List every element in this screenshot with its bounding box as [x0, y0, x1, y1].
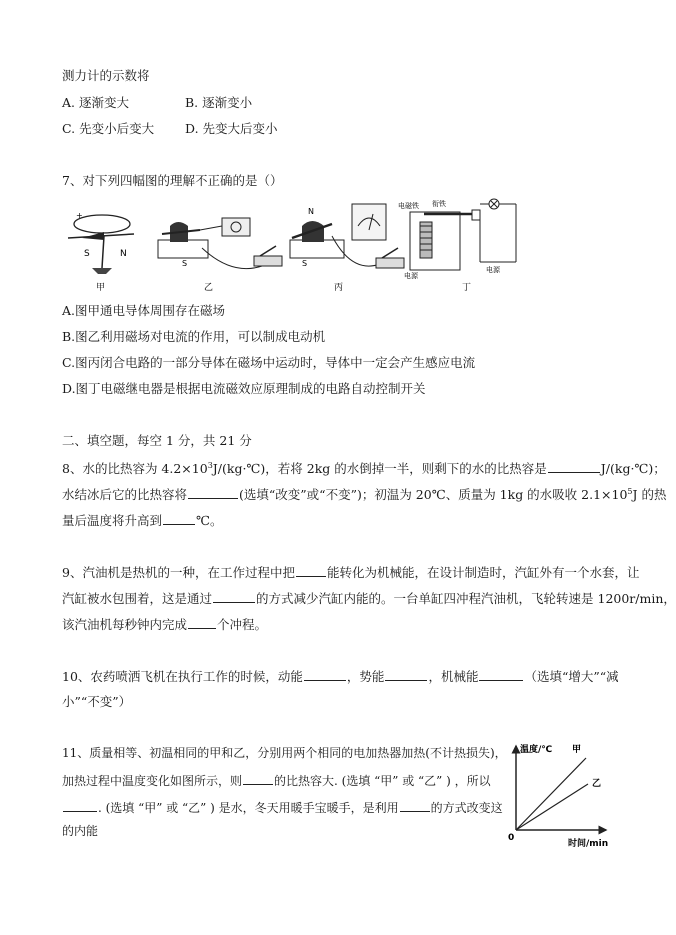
yi-s-label: S	[182, 259, 188, 268]
ding-power-label-2: 电源	[486, 266, 500, 274]
q9-text-3b: 个冲程。	[217, 617, 268, 632]
q7-stem: 7、对下列四幅图的理解不正确的是（）	[62, 173, 283, 188]
graph-line-jia	[516, 758, 586, 830]
jia-s-label: S	[84, 249, 90, 259]
q8-exp-3: 3	[207, 460, 213, 470]
q8-blank-1[interactable]	[548, 460, 600, 473]
q7-option-b: B.图乙利用磁场对电流的作用，可以制成电动机	[62, 329, 326, 344]
q8-text-3a: 量后温度将升高到	[62, 513, 163, 528]
q8-text-2b: (选填“改变”或“不变”)；初温为 20℃、质量为 1kg 的水吸收 2.1×10	[239, 487, 628, 502]
q9-blank-2[interactable]	[213, 590, 255, 603]
ding-armature-label: 衔铁	[432, 200, 446, 208]
q6-option-c: C. 先变小后变大	[62, 121, 155, 136]
q9-text-1a: 9、汽油机是热机的一种，在工作过程中把	[62, 565, 295, 580]
q9-blank-3[interactable]	[188, 616, 216, 629]
q6-stem-tail: 测力计的示数将	[62, 68, 150, 83]
q11-blank-3[interactable]	[400, 799, 430, 812]
graph-y-label: 温度/℃	[520, 745, 553, 755]
graph-line-jia-label: 甲	[572, 745, 582, 755]
q8-blank-2[interactable]	[188, 486, 238, 499]
q11-text-3b: 的方式改变这	[430, 801, 503, 815]
jia-n-label: N	[120, 249, 127, 259]
q9-line-1	[62, 564, 639, 581]
q6-option-b: B. 逐渐变小	[185, 95, 253, 110]
q10-line-2: 小”“不变”）	[62, 694, 132, 709]
q8-line-2	[62, 486, 667, 503]
figure-ding	[398, 199, 516, 293]
graph-x-label: 时间/min	[568, 839, 609, 849]
figure-yi	[158, 218, 282, 293]
figure-jia	[68, 211, 134, 293]
ding-power-label-1: 电源	[404, 272, 418, 280]
q9-line-3	[62, 616, 267, 633]
q10-blank-3[interactable]	[479, 668, 523, 681]
q9-blank-1[interactable]	[296, 564, 326, 577]
q10-blank-2[interactable]	[385, 668, 427, 681]
q11-line-3	[62, 799, 503, 816]
graph-line-yi-label: 乙	[592, 779, 602, 789]
bing-s-label: S	[302, 259, 308, 268]
bing-caption: 丙	[334, 283, 344, 293]
svg-text:N: N	[308, 207, 314, 216]
q10-text-1c: ，机械能	[428, 669, 479, 684]
q9-text-2a: 汽缸被水包围着，这是通过	[62, 591, 213, 606]
svg-text:+: +	[76, 211, 83, 220]
q9-text-2b: 的方式减少汽缸内能的。一台单缸四冲程汽油机，飞轮转速是 1200r/min，	[256, 591, 676, 606]
q8-text-1c: J/(kg·℃)；	[600, 461, 666, 476]
graph-origin-label: 0	[508, 833, 515, 843]
q11-blank-1[interactable]	[243, 772, 273, 785]
q8-blank-3[interactable]	[163, 512, 195, 525]
graph-line-yi	[516, 784, 588, 830]
q8-exp-5: 5	[627, 486, 633, 496]
section2-title: 二、填空题，每空 1 分，共 21 分	[62, 433, 252, 448]
q10-blank-1[interactable]	[304, 668, 346, 681]
q8-line-1	[62, 460, 666, 477]
q9-text-1b: 能转化为机械能，在设计制造时，汽缸外有一个水套，让	[326, 565, 640, 580]
q6-option-d: D. 先变大后变小	[185, 121, 278, 136]
q8-line-3	[62, 512, 223, 529]
q8-text-3b: ℃。	[196, 513, 223, 528]
q10-text-1d: （选填“增大”“减	[524, 669, 619, 684]
q11-line-4: 的内能	[62, 824, 99, 838]
q7-option-a: A.图甲通电导体周围存在磁场	[62, 303, 226, 318]
q9-line-2	[62, 590, 676, 607]
q9-text-3a: 该汽油机每秒钟内完成	[62, 617, 188, 632]
q8-text-2a: 水结冰后它的比热容将	[62, 487, 188, 502]
q6-option-a: A. 逐渐变大	[62, 95, 129, 110]
q7-figures	[62, 196, 522, 296]
q10-text-1b: ，势能	[346, 669, 385, 684]
q11-line-2	[62, 772, 491, 789]
q7-option-d: D.图丁电磁继电器是根据电流磁效应原理制成的电路自动控制开关	[62, 381, 426, 396]
q8-text-2c: J 的热	[632, 487, 667, 502]
q10-text-1a: 10、农药喷洒飞机在执行工作的时候，动能	[62, 669, 303, 684]
q11-temperature-graph	[504, 740, 616, 850]
q8-text-1b: J/(kg·℃)，若将 2kg 的水倒掉一半，则剩下的水的比热容是	[212, 461, 547, 476]
q7-option-c: C.图丙闭合电路的一部分导体在磁场中运动时，导体中一定会产生感应电流	[62, 355, 476, 370]
q10-line-1	[62, 668, 619, 685]
figure-bing	[290, 204, 404, 293]
yi-caption: 乙	[204, 283, 214, 293]
q8-text-1a: 8、水的比热容为 4.2×10	[62, 461, 208, 476]
q11-line-1: 11、质量相等、初温相同的甲和乙，分别用两个相同的电加热器加热(不计热损失)，	[62, 746, 507, 760]
q11-text-3a: . (选填 “甲” 或 “乙” ) 是水，冬天用暖手宝暖手，是利用	[98, 801, 399, 815]
jia-caption: 甲	[96, 283, 106, 293]
ding-caption: 丁	[462, 283, 472, 293]
ding-electromagnet-label: 电磁铁	[398, 202, 419, 210]
q11-text-2b: 的比热容大. (选填 “甲” 或 “乙” ) ，所以	[274, 774, 491, 788]
q11-blank-2[interactable]	[63, 799, 97, 812]
q11-text-2a: 加热过程中温度变化如图所示，则	[62, 774, 243, 788]
